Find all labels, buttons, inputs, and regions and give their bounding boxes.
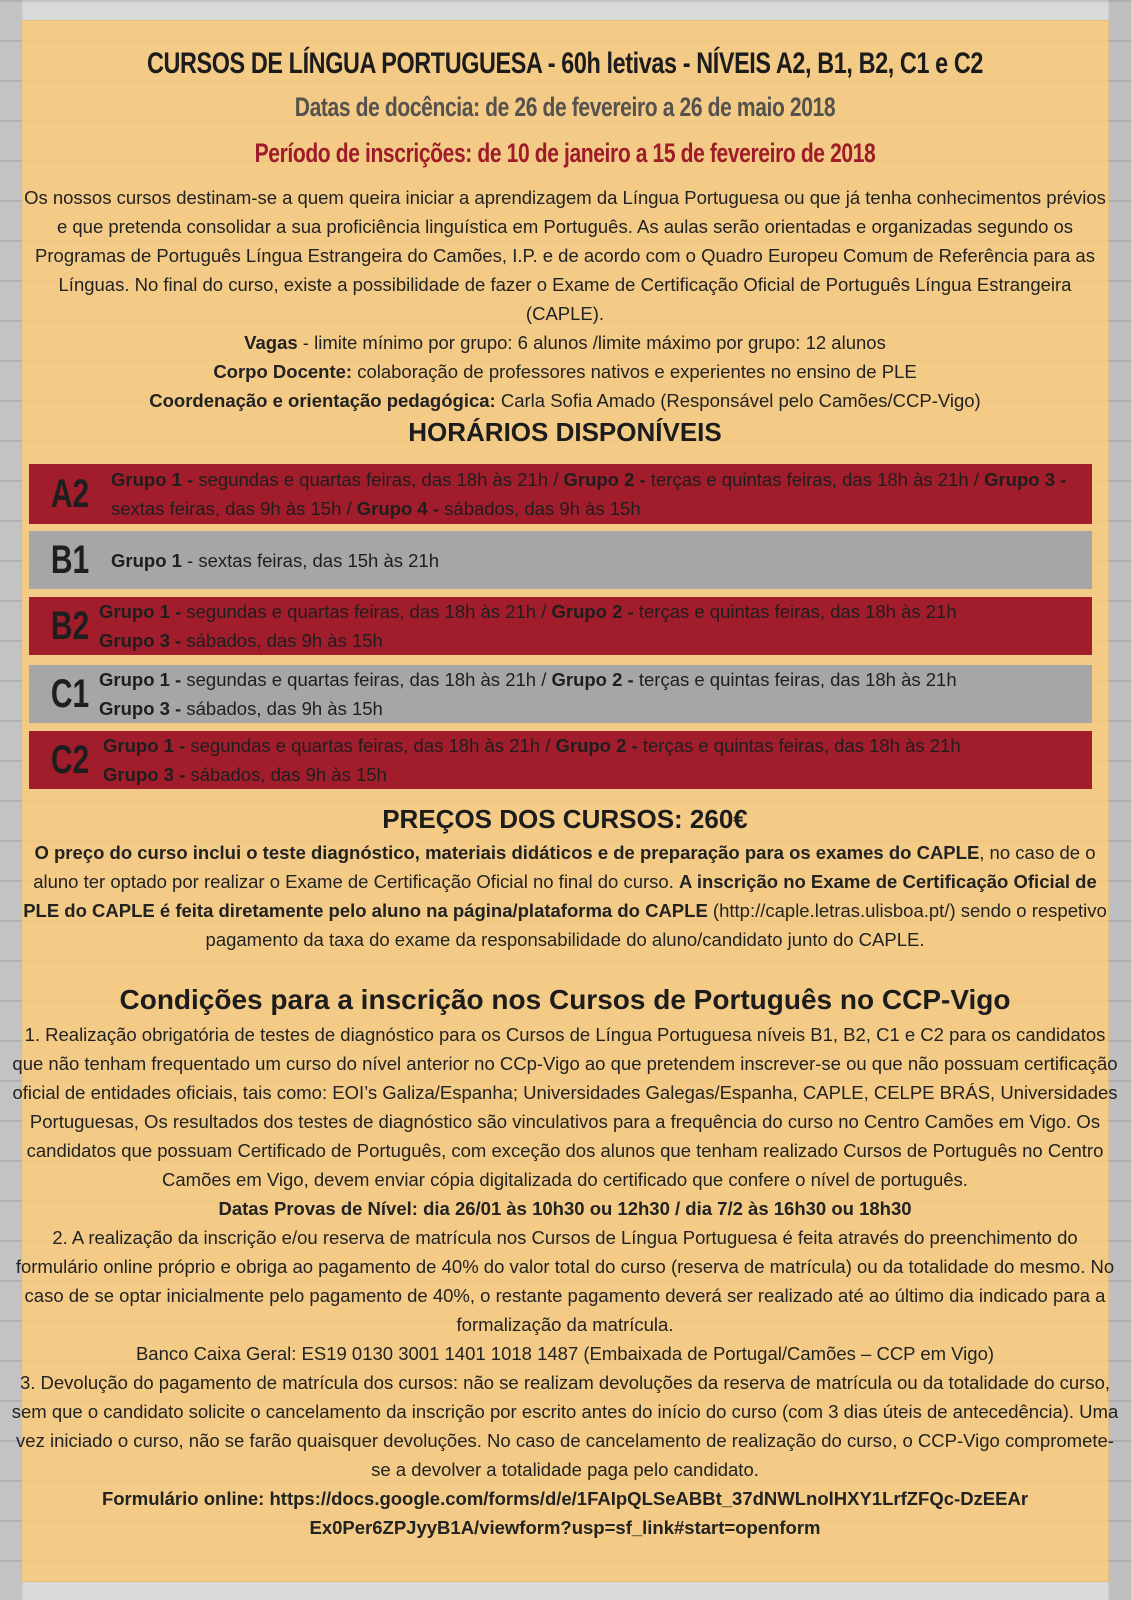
level-label: A2 — [50, 471, 90, 516]
level-test-dates: Datas Provas de Nível: dia 26/01 às 10h30 ou 12h30 / dia 7/2 às 16h30 ou 18h30 — [218, 1198, 912, 1219]
group-label: Grupo 2 - — [551, 601, 634, 622]
group-text: terças e quintas feiras, das 18h às 21h — [633, 601, 957, 622]
group-label: Grupo 1 - — [99, 601, 182, 622]
schedule-row-c2 — [29, 731, 1092, 789]
schedule-text — [99, 597, 1092, 655]
teaching-dates: Datas de docência: de 26 de fevereiro a 26 de maio 2018 — [294, 92, 836, 122]
level-label: B2 — [50, 603, 90, 648]
group-text: sábados, das 9h às 15h — [181, 698, 383, 719]
group-label: Grupo 3 - — [99, 698, 182, 719]
group-label: Grupo 3 - — [99, 630, 182, 651]
prices-bold-2: A inscrição no Exame de Certificação Oficial de PLE do CAPLE é feita diretamente pelo aluno na página/plataforma do CAPLE — [23, 871, 1097, 921]
schedule-text — [111, 546, 1092, 575]
condition-item-2: 2. A realização da inscrição e/ou reserva de matrícula nos Cursos de Língua Portuguesa é feita através do preenchimento do formulário online próprio e obriga ao pagamento de 40% do valor total do curso (reserva de matrícula) ou da totalidade do mesmo. No caso de se optar inicialmente pelo pagamento de 40%, o restante pagamento deverá ser realizado até ao último dia indicado para a formalização da matrícula. — [15, 1227, 1115, 1335]
coordination-text: Carla Sofia Amado (Responsável pelo Camões/CCP-Vigo) — [495, 390, 981, 411]
intro-paragraph: Os nossos cursos destinam-se a quem queira iniciar a aprendizagem da Língua Portuguesa ou que já tenha conhecimentos prévios e que pretenda consolidar a sua proficiência linguística em Português. As aulas serão orientadas e organizadas segundo os Programas de Português Língua Estrangeira do Camões, I.P. e de acordo com o Quadro Europeu Comum de Referência para as Línguas. No final do curso, existe a possibilidade de fazer o Exame de Certificação Oficial de Português Língua Estrangeira (CAPLE). — [24, 187, 1106, 324]
prices-paragraph — [21, 838, 1109, 954]
group-text: sábados, das 9h às 15h — [439, 498, 641, 519]
docentes-text: colaboração de professores nativos e experientes no ensino de PLE — [352, 361, 917, 382]
level-label: B1 — [50, 537, 90, 582]
group-label: Grupo 1 - — [99, 669, 182, 690]
group-text: segundas e quartas feiras, das 18h às 21h / — [193, 469, 564, 490]
group-text: segundas e quartas feiras, das 18h às 21h / — [181, 601, 552, 622]
group-label: Grupo 1 — [111, 549, 182, 571]
intro-section — [21, 183, 1109, 415]
prices-text-1: , no caso de o aluno ter optado por realizar o Exame de Certificação Oficial no final do curso. — [33, 842, 1096, 892]
group-text: sábados, das 9h às 15h — [181, 630, 383, 651]
coordination-label: Coordenação e orientação pedagógica: — [149, 390, 496, 411]
conditions-section — [9, 1020, 1121, 1542]
group-text: terças e quintas feiras, das 18h às 21h — [637, 735, 961, 756]
coordination-line — [21, 386, 1109, 415]
group-label: Grupo 3 - — [984, 469, 1067, 490]
condition-item-3: 3. Devolução do pagamento de matrícula dos cursos: não se realizam devoluções da reserva de matrícula ou da totalidade do curso, sem que o candidato solicite o cancelamento da inscrição por escrito antes do início do curso (com 3 dias úteis de antecedência). Uma vez iniciado o curso, não se farão quaisquer devoluções. No caso de cancelamento de realização do curso, o CCP-Vigo compromete-se a devolver a totalidade paga pelo candidato. — [11, 1372, 1119, 1480]
schedule-row-b1 — [29, 531, 1092, 589]
schedule-row-b2 — [29, 597, 1092, 655]
page-title: CURSOS DE LÍNGUA PORTUGUESA - 60h letivas - NÍVEIS A2, B1, B2, C1 e C2 — [146, 47, 984, 80]
vagas-text: - limite mínimo por grupo: 6 alunos /limite máximo por grupo: 12 alunos — [297, 332, 886, 353]
group-text: segundas e quartas feiras, das 18h às 21h / — [181, 669, 552, 690]
schedule-text — [111, 465, 1092, 523]
docentes-label: Corpo Docente: — [213, 361, 353, 382]
schedule-title: HORÁRIOS DISPONÍVEIS — [408, 417, 722, 447]
schedule-row-a2 — [29, 464, 1092, 524]
group-text: terças e quintas feiras, das 18h às 21h — [633, 669, 957, 690]
group-text: segundas e quartas feiras, das 18h às 21h / — [185, 735, 556, 756]
conditions-title: Condições para a inscrição nos Cursos de Português no CCP-Vigo — [119, 984, 1011, 1015]
schedule-text — [103, 731, 1092, 789]
group-label: Grupo 1 - — [111, 469, 194, 490]
vagas-label: Vagas — [244, 332, 298, 353]
prices-section — [21, 838, 1109, 954]
registration-period: Período de inscrições: de 10 de janeiro a 15 de fevereiro de 2018 — [254, 138, 876, 168]
condition-item-1: 1. Realização obrigatória de testes de diagnóstico para os Cursos de Língua Portuguesa níveis B1, B2, C1 e C2 para os candidatos que não tenham frequentado um curso do nível anterior no CCp-Vigo ao que pretendem inscrever-se ou que não possuam certificação oficial de entidades oficiais, tais como: EOI’s Galiza/Espanha; Universidades Galegas/Espanha, CAPLE, CELPE BRÁS, Universidades Portuguesas, Os resultados dos testes de diagnóstico são vinculativos para a frequência do curso no Centro Camões em Vigo. Os candidatos que possuam Certificado de Português, com exceção dos alunos que tenham realizado Cursos de Português no Centro Camões em Vigo, devem enviar cópia digitalizada do certificado que confere o nível de português. — [12, 1024, 1118, 1190]
schedule-row-c1 — [29, 665, 1092, 723]
prices-text-2: (http://caple.letras.ulisboa.pt/) sendo o respetivo pagamento da taxa do exame da responsabilidade do aluno/candidato junto do CAPLE. — [205, 900, 1107, 950]
level-label: C2 — [50, 737, 90, 782]
group-label: Grupo 2 - — [563, 469, 646, 490]
flyer-panel — [11, 20, 1119, 1582]
group-label: Grupo 1 - — [103, 735, 186, 756]
prices-title: PREÇOS DOS CURSOS: 260€ — [382, 804, 748, 834]
level-label: C1 — [50, 671, 90, 716]
group-label: Grupo 2 - — [551, 669, 634, 690]
group-label: Grupo 2 - — [555, 735, 638, 756]
group-label: Grupo 3 - — [103, 764, 186, 785]
online-form-link[interactable]: Formulário online: https://docs.google.com/forms/d/e/1FAIpQLSeABBt_37dNWLnolHXY1LrfZFQc-DzEEArEx0Per6ZPJyyB1A/viewform?usp=sf_link#start=openform — [101, 1488, 1029, 1538]
group-label: Grupo 4 - — [356, 498, 440, 519]
group-text: - sextas feiras, das 15h às 21h — [181, 549, 440, 571]
group-text: sábados, das 9h às 15h — [185, 764, 387, 785]
group-text: sextas feiras, das 9h às 15h / — [111, 498, 357, 519]
schedule-text — [99, 665, 1092, 723]
prices-bold-1: O preço do curso inclui o teste diagnóstico, materiais didáticos e de preparação para os exames do CAPLE — [34, 842, 980, 863]
bank-details: Banco Caixa Geral: ES19 0130 3001 1401 1018 1487 (Embaixada de Portugal/Camões – CCP em Vigo) — [135, 1343, 995, 1364]
vagas-line — [21, 328, 1109, 357]
docentes-line — [21, 357, 1109, 386]
group-text: terças e quintas feiras, das 18h às 21h / — [645, 469, 985, 490]
